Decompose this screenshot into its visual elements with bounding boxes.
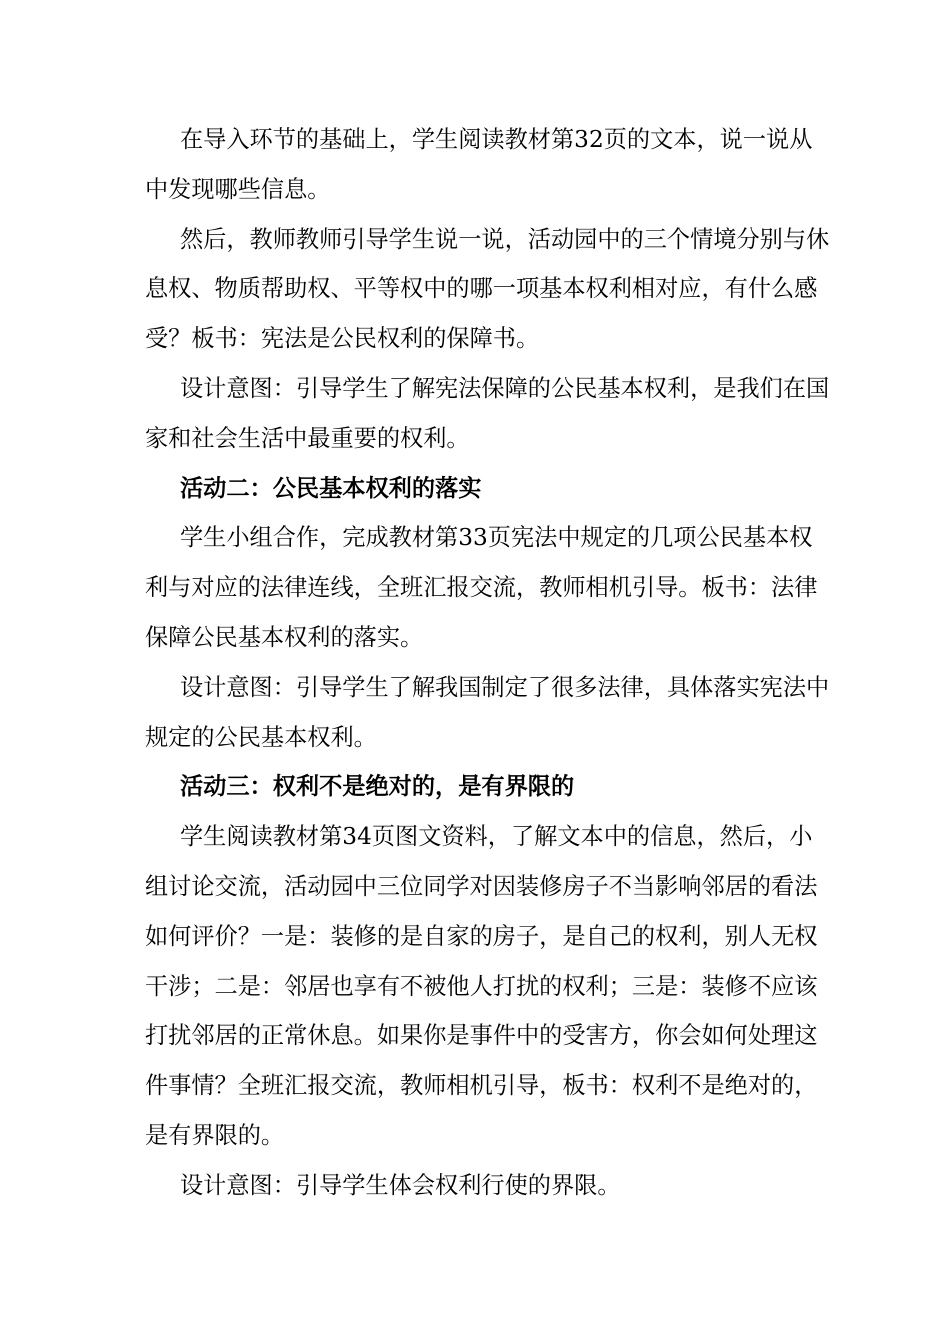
text-line: 组讨论交流，活动园中三位同学对因装修房子不当影响邻居的看法 (145, 872, 818, 900)
text-line: 规定的公民基本权利。 (145, 723, 377, 751)
text-line: 中发现哪些信息。 (145, 175, 331, 203)
text-line: 受？板书：宪法是公民权利的保障书。 (145, 325, 540, 353)
text-line: 设计意图：引导学生了解宪法保障的公民基本权利，是我们在国 (180, 374, 830, 402)
text-line: 保障公民基本权利的落实。 (145, 623, 424, 651)
text-line: 件事情？全班汇报交流，教师相机引导，板书：权利不是绝对的， (145, 1072, 818, 1100)
text-line: 如何评价？一是：装修的是自家的房子，是自己的权利，别人无权 (145, 922, 818, 950)
section-heading: 活动三：权利不是绝对的，是有界限的 (180, 773, 575, 801)
text-line: 打扰邻居的正常休息。如果你是事件中的受害方，你会如何处理这 (145, 1022, 818, 1050)
text-line: 是有界限的。 (145, 1121, 285, 1149)
text-line: 利与对应的法律连线，全班汇报交流，教师相机引导。板书：法律 (145, 574, 818, 602)
text-line: 家和社会生活中最重要的权利。 (145, 424, 470, 452)
text-line: 在导入环节的基础上，学生阅读教材第32页的文本，说一说从 (180, 126, 813, 153)
text-line: 然后，教师教师引导学生说一说，活动园中的三个情境分别与休 (180, 225, 830, 253)
text-line: 设计意图：引导学生体会权利行使的界限。 (180, 1171, 621, 1199)
section-heading: 活动二：公民基本权利的落实 (180, 474, 482, 502)
text-line: 设计意图：引导学生了解我国制定了很多法律，具体落实宪法中 (180, 673, 830, 701)
document-page (145, 115, 830, 1211)
text-line: 学生阅读教材第34页图文资料，了解文本中的信息，然后，小 (180, 823, 813, 851)
text-line: 息权、物质帮助权、平等权中的哪一项基本权利相对应，有什么感 (145, 275, 818, 303)
text-line: 学生小组合作，完成教材第33页宪法中规定的几项公民基本权 (180, 524, 813, 552)
text-line: 干涉；二是：邻居也享有不被他人打扰的权利；三是：装修不应该 (145, 972, 818, 1000)
